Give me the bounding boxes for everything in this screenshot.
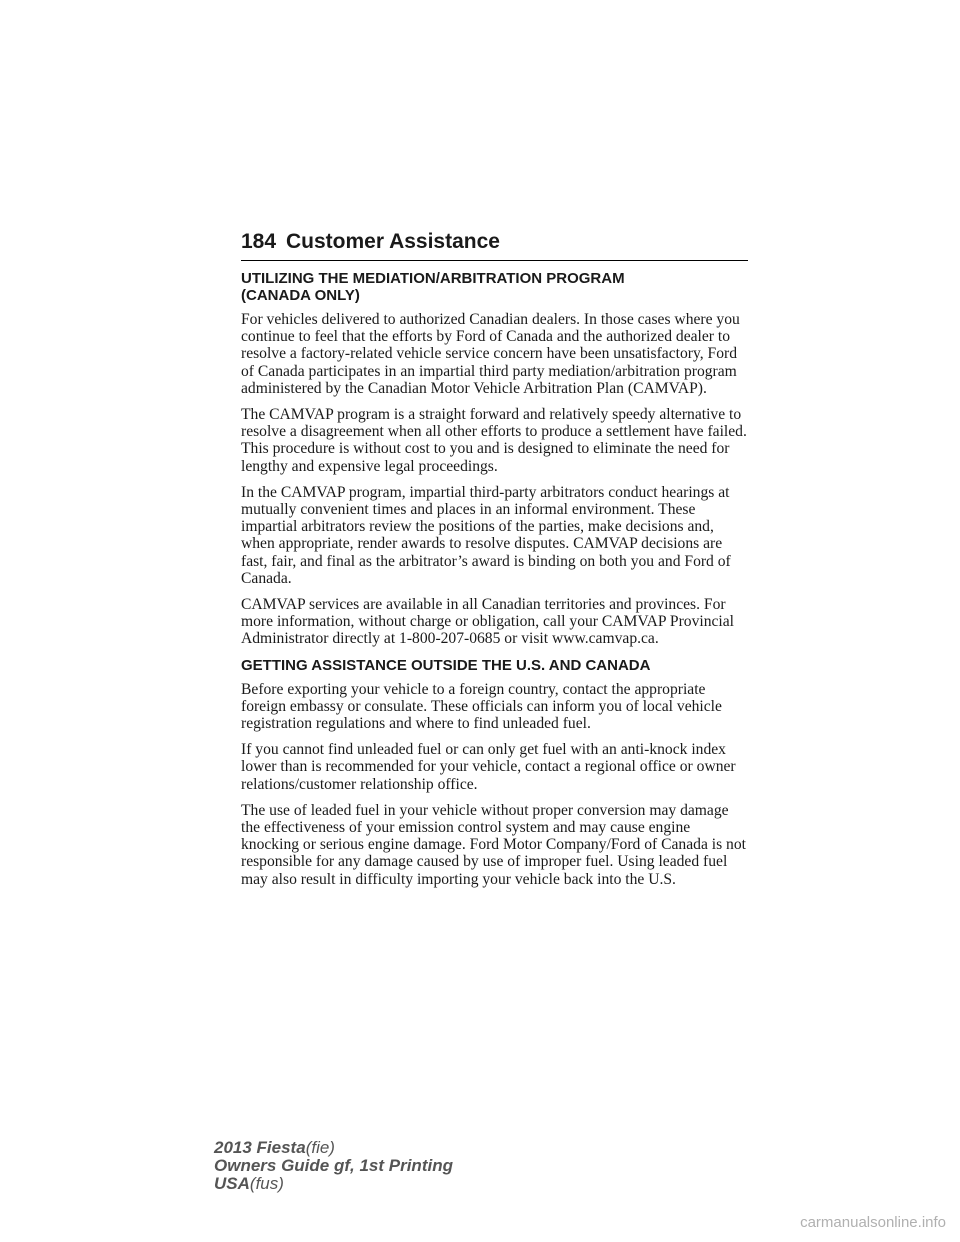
page-content <box>241 270 751 897</box>
paragraph: For vehicles delivered to authorized Canadian dealers. In those cases where you continue to feel that the efforts by Ford of Canada and the authorized dealer to resolve a factory-related vehicle service concern have been unsatisfactory, Ford of Canada participates in an impartial third party mediation/arbitration program administered by the Canadian Motor Vehicle Arbitration Plan (CAMVAP). <box>241 311 740 397</box>
footer-line-1 <box>214 1139 453 1157</box>
paragraph: If you cannot find unleaded fuel or can only get fuel with an anti-knock index lower than is recommended for your vehicle, contact a regional office or owner relations/customer relationship office. <box>241 741 736 793</box>
page-number: 184 <box>241 230 277 253</box>
paragraph: In the CAMVAP program, impartial third-party arbitrators conduct hearings at mutually convenient times and places in an informal environment. These impartial arbitrators review the positions of the parties, make decisions and, when appropriate, render awards to resolve disputes. CAMVAP decisions are fast, fair, and final as the arbitrator’s award is binding on both you and Ford of Canada. <box>241 483 731 587</box>
heading-line-2: (CANADA ONLY) <box>241 287 360 304</box>
paragraph: Before exporting your vehicle to a foreign country, contact the appropriate foreign embassy or consulate. These officials can inform you of local vehicle registration regulations and where to find unleaded fuel. <box>241 680 722 733</box>
section-heading <box>241 270 751 304</box>
footer-line-2: Owners Guide gf, 1st Printing <box>214 1156 453 1175</box>
heading-line-1: UTILIZING THE MEDIATION/ARBITRATION PROGRAM <box>241 270 625 287</box>
footer-model: 2013 Fiesta <box>214 1138 306 1157</box>
paragraph: CAMVAP services are available in all Canadian territories and provinces. For more information, without charge or obligation, call your CAMVAP Provincial Administrator directly at 1-800-207-0685 or visit www.camvap.ca. <box>241 596 735 648</box>
paragraph: The CAMVAP program is a straight forward and relatively speedy alternative to resolve a disagreement when all other efforts to produce a settlement have failed. This procedure is without cost to you and is designed to eliminate the need for lengthy and expensive legal proceedings. <box>241 406 747 475</box>
page-header <box>241 228 748 261</box>
section-heading: GETTING ASSISTANCE OUTSIDE THE U.S. AND CANADA <box>241 656 651 674</box>
footer-region: USA <box>214 1174 250 1193</box>
watermark-link[interactable]: carmanualsonline.info <box>800 1214 946 1231</box>
footer-region-code: (fus) <box>249 1174 284 1193</box>
footer-line-3 <box>214 1175 453 1193</box>
paragraph: The use of leaded fuel in your vehicle without proper conversion may damage the effectiveness of your emission control system and may cause engine knocking or serious engine damage. Ford Motor Company/Ford of Canada is not responsible for any damage caused by use of improper fuel. Using leaded fuel may also result in difficulty importing your vehicle back into the U.S. <box>241 801 746 888</box>
assistance-outside-section <box>241 657 751 888</box>
mediation-arbitration-section <box>241 270 751 648</box>
section-title: Customer Assistance <box>286 230 500 253</box>
document-footer <box>214 1139 453 1193</box>
footer-model-code: (fie) <box>305 1138 335 1157</box>
